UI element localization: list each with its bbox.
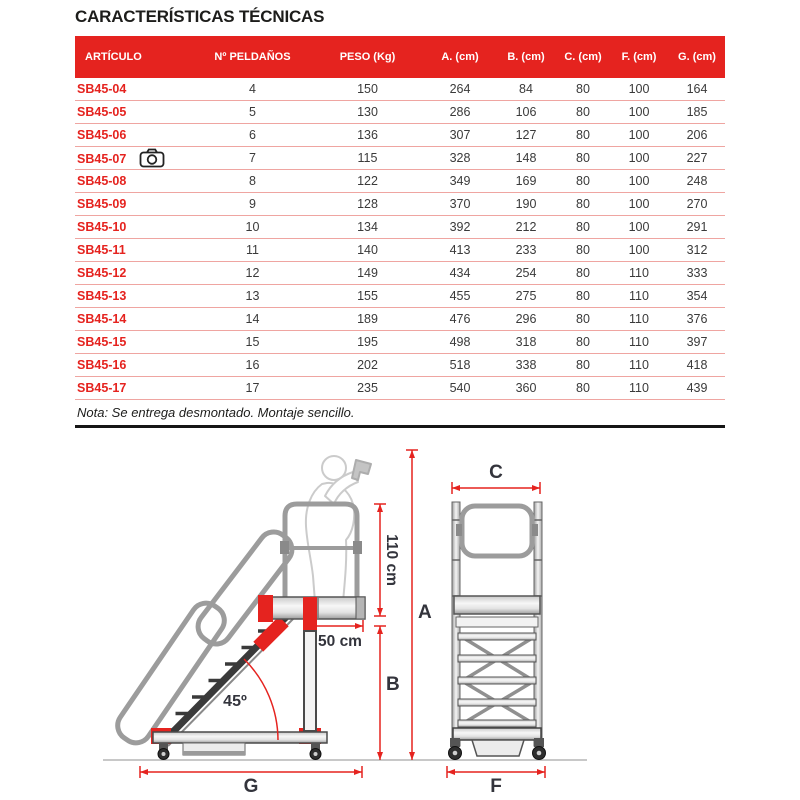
header-peso: PESO (Kg) [310,36,425,78]
articulo-cell: SB45-17 [75,377,195,400]
table-row: SB45-14 14 189 476 296 80 110 376 [75,308,725,331]
header-b: B. (cm) [495,36,557,78]
table-note: Nota: Se entrega desmontado. Montaje sencillo. [75,400,725,427]
table-row: SB45-13 13 155 455 275 80 110 354 [75,285,725,308]
front-guardrail [462,506,532,556]
front-platform-band [454,596,540,614]
articulo-cell: SB45-11 [75,239,195,262]
table-row: SB45-08 8 122 349 169 80 100 248 [75,170,725,193]
note-row [75,400,725,427]
table-row: SB45-11 11 140 413 233 80 100 312 [75,239,725,262]
articulo-cell: SB45-14 [75,308,195,331]
articulo-cell [75,147,195,170]
front-steps [458,633,536,727]
ballast-tray-side [183,743,245,755]
dim-label-g: G [243,776,259,797]
articulo-cell: SB45-10 [75,216,195,239]
table-header [75,36,725,78]
articulo-cell: SB45-09 [75,193,195,216]
header-c: C. (cm) [557,36,609,78]
articulo-cell: SB45-13 [75,285,195,308]
articulo-cell: SB45-05 [75,101,195,124]
articulo-cell: SB45-12 [75,262,195,285]
dim-label-c: C [489,462,503,483]
table-row: SB45-05 5 130 286 106 80 100 185 [75,101,725,124]
front-leg [304,631,316,731]
dim-label-b: B [386,674,400,695]
ballast-tray-front [472,740,524,756]
table-row: SB45-09 9 128 370 190 80 100 270 [75,193,725,216]
articulo-cell: SB45-04 [75,78,195,101]
specs-table [75,36,725,428]
header-articulo: ARTÍCULO [75,36,195,78]
camera-icon[interactable] [139,148,165,168]
table-row: SB45-10 10 134 392 212 80 100 291 [75,216,725,239]
table-row: SB45-06 6 136 307 127 80 100 206 [75,124,725,147]
table-row: SB45-07 7 115 328 148 80 100 227 [75,147,725,170]
dim-label-f: F [490,776,502,797]
articulo-code: SB45-07 [77,152,127,166]
drill-icon [352,460,371,480]
worker-figure [306,456,371,602]
table-row: SB45-04 4 150 264 84 80 100 164 [75,78,725,101]
header-a: A. (cm) [425,36,495,78]
articulo-cell: SB45-06 [75,124,195,147]
chassis-side [153,732,327,743]
header-f: F. (cm) [609,36,669,78]
table-row: SB45-12 12 149 434 254 80 110 333 [75,262,725,285]
header-g: G. (cm) [669,36,725,78]
header-peldanos: Nº PELDAÑOS [195,36,310,78]
chassis-front [453,728,541,740]
articulo-cell: SB45-16 [75,354,195,377]
articulo-cell: SB45-15 [75,331,195,354]
angle-label: 45º [223,693,247,710]
side-view-drawing [112,450,432,797]
table-row: SB45-17 17 235 540 360 80 110 439 [75,377,725,400]
table-row: SB45-15 15 195 498 318 80 110 397 [75,331,725,354]
articulo-cell: SB45-08 [75,170,195,193]
angle-arc [244,659,278,740]
dim-label-110cm: 110 cm [383,534,400,586]
page-title: CARACTERÍSTICAS TÉCNICAS [75,7,325,26]
technical-drawing [75,440,735,800]
table-row: SB45-16 16 202 518 338 80 110 418 [75,354,725,377]
dim-label-a: A [418,602,432,623]
dim-label-50cm: 50 cm [318,633,362,650]
front-view-drawing [447,462,546,797]
